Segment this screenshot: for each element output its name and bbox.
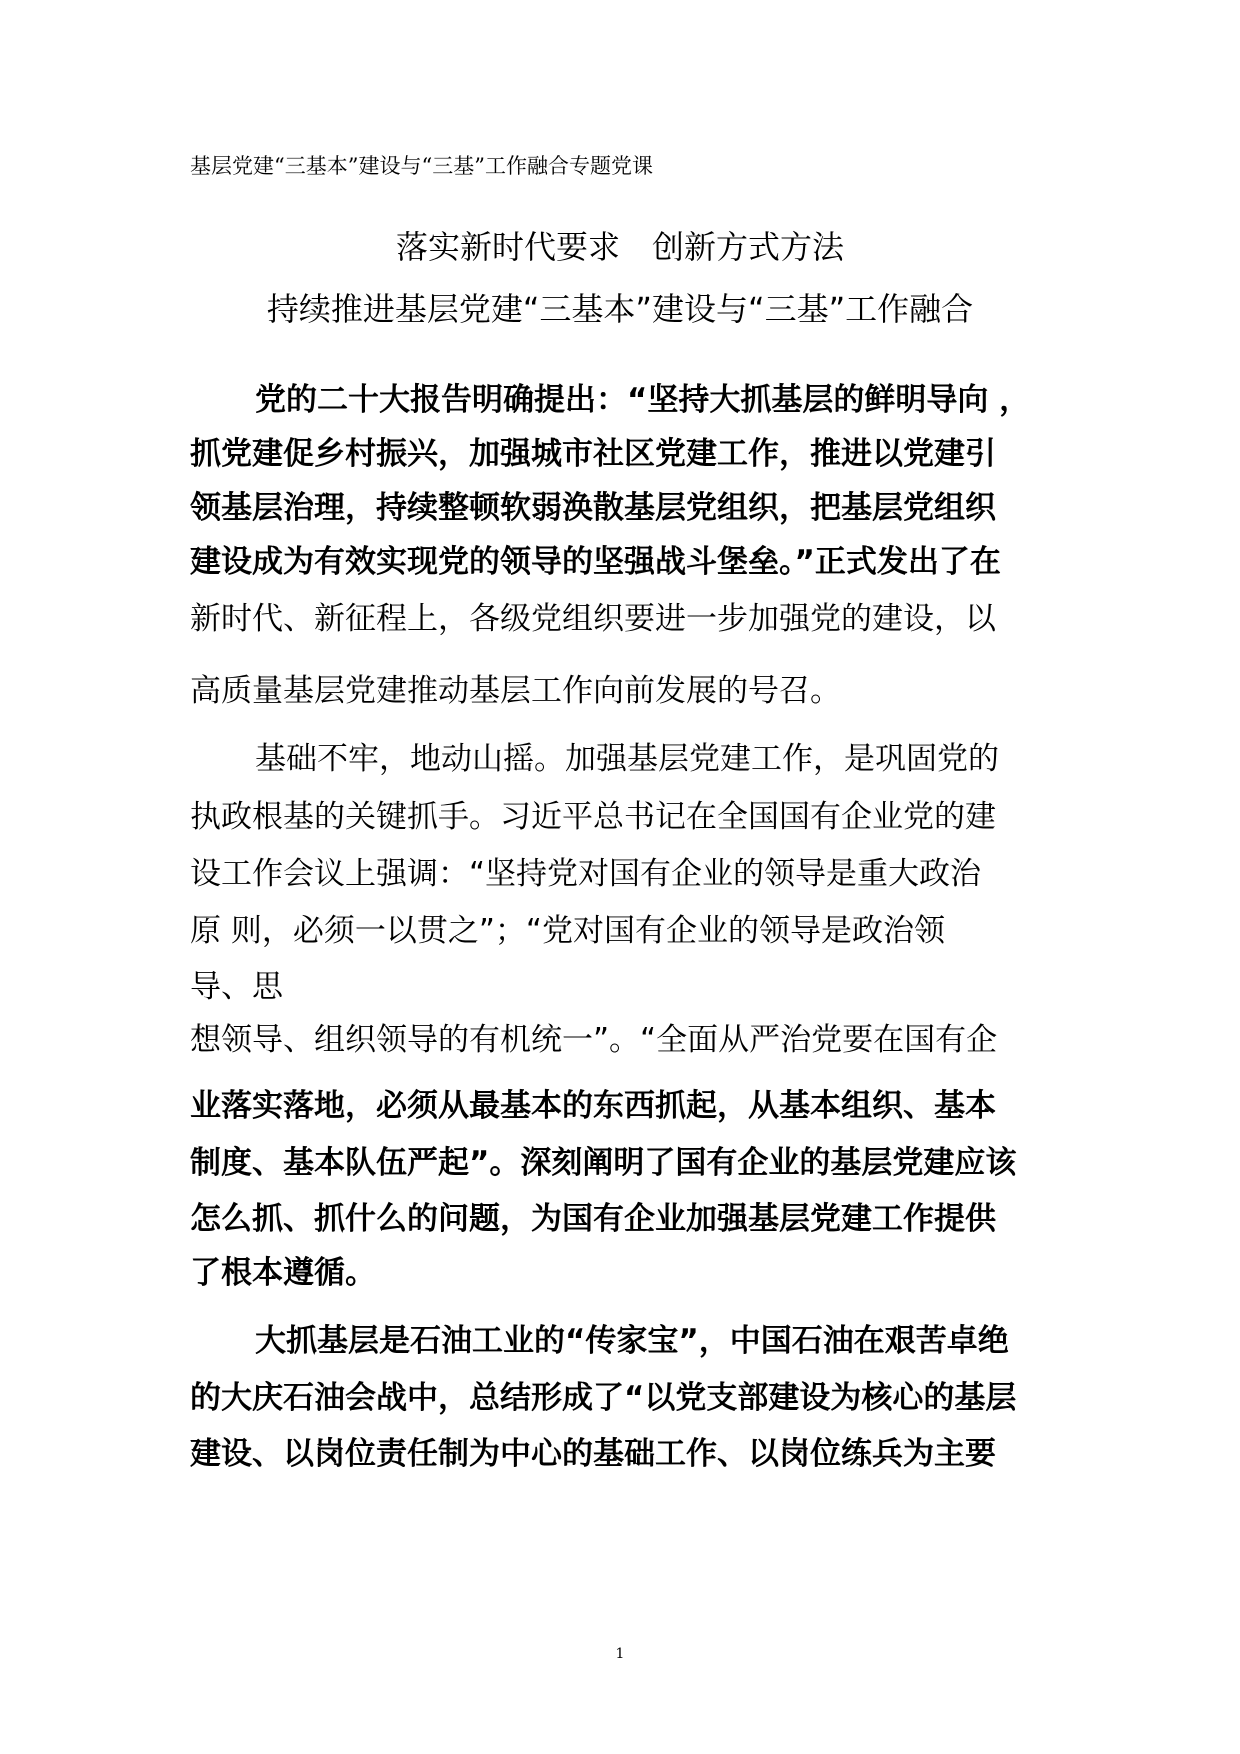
text-line: 党的二十大报告明确提出：“坚持大抓基层的鲜明导向 ， <box>255 382 1031 418</box>
text-line: 执政根基的关键抓手。习近平总书记在全国国有企业党的建 <box>190 799 996 835</box>
text-line: 高质量基层党建推动基层工作向前发展的号召。 <box>190 673 841 709</box>
title-line-2: 持续推进基层党建“三基本”建设与“三基”工作融合 <box>266 290 974 328</box>
document-header: 基层党建“三基本”建设与“三基”工作融合专题党课 <box>190 154 653 178</box>
text-line: 制度、基本队伍严起”。深刻阐明了国有企业的基层党建应该 <box>190 1145 1017 1181</box>
text-line: 想领导、组织领导的有机统一”。“全面从严治党要在国有企 <box>190 1022 998 1058</box>
text-line: 业落实落地，必须从最基本的东西抓起，从基本组织、基本 <box>190 1088 996 1124</box>
text-line: 基础不牢，地动山摇。加强基层党建工作，是巩固党的 <box>255 741 999 777</box>
text-line: 新时代、新征程上，各级党组织要进一步加强党的建设，以 <box>190 601 996 637</box>
page-number: 1 <box>615 1646 625 1662</box>
text-line: 大抓基层是石油工业的“传家宝”，中国石油在艰苦卓绝 <box>255 1323 1009 1359</box>
text-line: 了根本遵循。 <box>190 1255 376 1291</box>
text-line: 抓党建促乡村振兴，加强城市社区党建工作，推进以党建引 <box>190 436 996 472</box>
text-line: 建设、以岗位责任制为中心的基础工作、以岗位练兵为主要 <box>190 1436 996 1472</box>
text-line: 导、思 <box>190 969 283 1005</box>
text-line: 原 则，必须一以贯之”；“党对国有企业的领导是政治领 <box>190 913 945 949</box>
text-line: 建设成为有效实现党的领导的坚强战斗堡垒。”正式发出了在 <box>190 544 1001 580</box>
text-line: 的大庆石油会战中，总结形成了“以党支部建设为核心的基层 <box>190 1380 1017 1416</box>
text-line: 怎么抓、抓什么的问题，为国有企业加强基层党建工作提供 <box>190 1201 996 1237</box>
text-line: 领基层治理，持续整顿软弱涣散基层党组织，把基层党组织 <box>190 490 996 526</box>
text-line: 设工作会议上强调：“坚持党对国有企业的领导是重大政治 <box>190 856 982 892</box>
title-line-1: 落实新时代要求 创新方式方法 <box>395 228 844 266</box>
